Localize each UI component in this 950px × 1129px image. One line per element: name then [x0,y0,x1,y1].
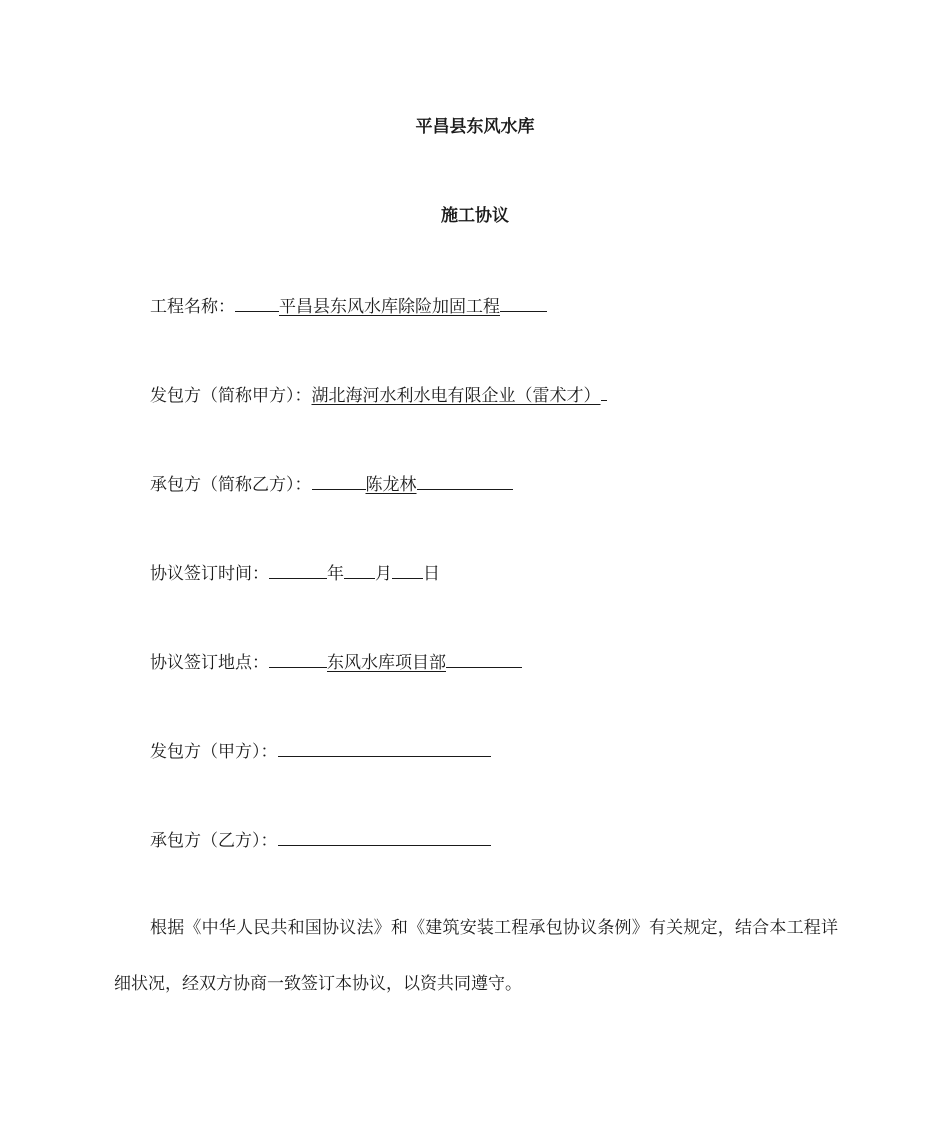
project-name-blank-right [500,295,547,312]
employer-value: 湖北海河水利水电有限企业（雷术才） [311,386,601,406]
employer-sign-blank [278,740,491,757]
sign-place-row [150,651,522,673]
project-name-value: 平昌县东风水库除险加固工程 [279,297,500,317]
sign-time-row [150,562,440,584]
sign-place-value: 东风水库项目部 [327,653,446,673]
contractor-row [150,473,513,495]
contractor-value: 陈龙林 [365,475,417,495]
sign-place-blank-right [446,651,522,668]
contractor-sign-blank [278,829,491,846]
contractor-blank-right [417,473,513,490]
intro-paragraph: 根据《中华人民共和国协议法》和《建筑安装工程承包协议条例》有关规定，结合本工程详细状况，经双方协商一致签订本协议，以资共同遵守。 [114,918,838,994]
employer-sign-row [150,740,491,762]
project-name-label: 工程名称： [150,297,235,317]
sign-day-blank [392,562,423,579]
project-name-blank-left [235,295,279,312]
document-title-agreement: 施工协议 [441,206,509,226]
sign-place-blank-left [269,651,327,668]
employer-label: 发包方（简称甲方）： [150,386,312,406]
sign-year-label: 年 [327,564,344,584]
sign-month-label: 月 [375,564,392,584]
employer-sign-label: 发包方（甲方）： [150,742,278,762]
contractor-sign-row [150,829,491,851]
contractor-sign-label: 承包方（乙方）： [150,831,278,851]
sign-month-blank [344,562,375,579]
contractor-label: 承包方（简称乙方）： [150,475,312,495]
employer-blank-right [601,384,607,401]
sign-day-label: 日 [423,564,440,584]
sign-time-label: 协议签订时间： [150,564,269,584]
sign-year-blank [269,562,327,579]
document-title-reservoir: 平昌县东风水库 [415,117,535,137]
employer-row [150,384,607,406]
project-name-row [150,295,547,317]
contractor-blank-left [312,473,366,490]
sign-place-label: 协议签订地点： [150,653,269,673]
